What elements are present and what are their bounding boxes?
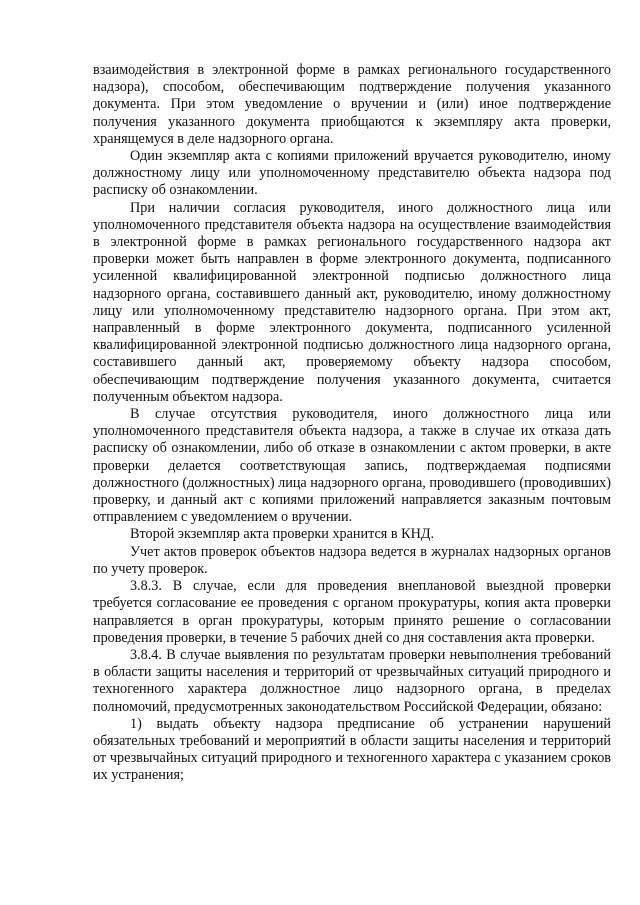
document-body <box>93 62 611 785</box>
paragraph-item-1: 1) выдать объекту надзора предписание об устранении нарушений обязательных требований и мероприятий в области защиты населения и территорий от чрезвычайных ситуаций природного и техногенного характера с указанием сроков их устранения; <box>93 715 611 784</box>
paragraph-continuation: взаимодействия в электронной форме в рамках регионального государственного надзора), способом, обеспечивающим подтверждение получения указанного документа. При этом уведомление о вручении и (или) иное подтверждение получения указанного документа приобщаются к экземпляру акта проверки, хранящемуся в деле надзорного органа. <box>93 62 611 147</box>
paragraph-3-8-3: 3.8.3. В случае, если для проведения внеплановой выездной проверки требуется согласование ее проведения с органом прокуратуры, копия акта проверки направляется в орган прокуратуры, которым принято решение о согласовании проведения проверки, в течение 5 рабочих дней со дня составления акта проверки. <box>93 578 611 646</box>
paragraph-second-copy: Второй экземпляр акта проверки хранится в КНД. <box>130 526 435 543</box>
paragraph-inspection-records: Учет актов проверок объектов надзора ведется в журналах надзорных органов по учету проверок. <box>93 543 611 577</box>
paragraph-act-copy-delivery: Один экземпляр акта с копиями приложений вручается руководителю, иному должностному лицу или уполномоченному представителю объекта надзора под расписку об ознакомлении. <box>93 148 611 199</box>
paragraph-absence-refusal: В случае отсутствия руководителя, иного должностного лица или уполномоченного представителя объекта надзора, а также в случае их отказа дать расписку об ознакомлении, либо об отказе в ознакомлении с актом проверки, в акте проверки делается соответствующая запись, подтверждаемая подписями должностного (должностных) лица надзорного органа, проводившего (проводивших) проверку, и данный акт с копиями приложений направляется заказным почтовым отправлением с уведомлением о вручении. <box>93 406 611 526</box>
paragraph-electronic-act: При наличии согласия руководителя, иного должностного лица или уполномоченного представителя объекта надзора на осуществление взаимодействия в электронной форме в рамках регионального государственного надзора акт проверки может быть направлен в форме электронного документа, подписанного усиленной квалифицированной электронной подписью должностного лица надзорного органа, составившего данный акт, руководителю, иному должностному лицу или уполномоченному представителю надзорного органа. При этом акт, направленный в форме электронного документа, подписанного усиленной квалифицированной электронной подписью должностного лица надзорного органа, составившего данный акт, проверяемому объекту надзора способом, обеспечивающим подтверждение получения указанного документа, считается полученным объектом надзора. <box>93 199 611 405</box>
paragraph-3-8-4: 3.8.4. В случае выявления по результатам проверки невыполнения требований в области защиты населения и территорий от чрезвычайных ситуаций природного и техногенного характера должностное лицо надзорного органа, в пределах полномочий, предусмотренных законодательством Российской Федерации, обязано: <box>93 646 611 715</box>
